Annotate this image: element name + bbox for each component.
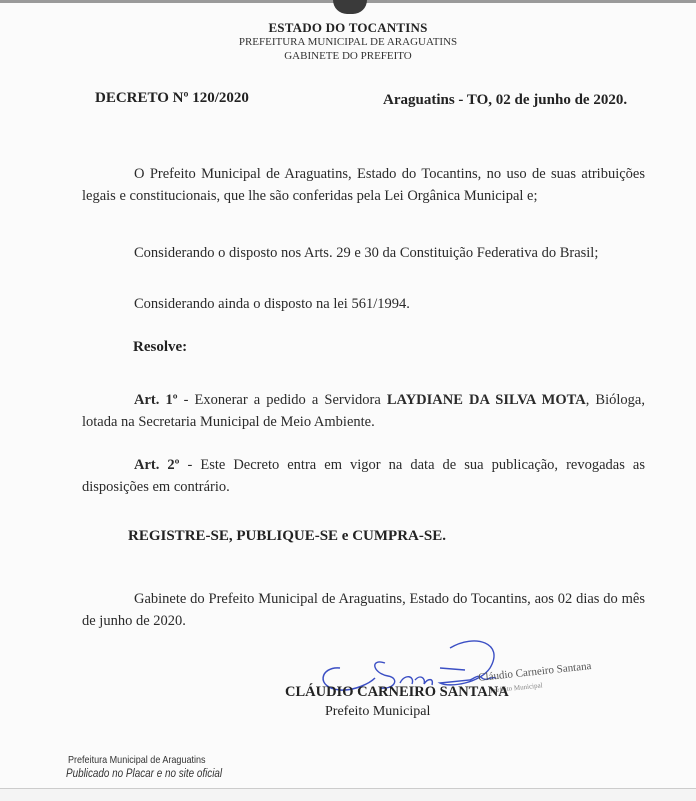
- article-2: [82, 454, 645, 498]
- signature-stamp-role: Prefeito Municipal: [489, 681, 543, 695]
- decree-number: DECRETO Nº 120/2020: [95, 90, 249, 106]
- considering-paragraph-1: Considerando o disposto nos Arts. 29 e 30 da Constituição Federativa do Brasil;: [134, 245, 599, 261]
- publication-stamp-line-1: Prefeitura Municipal de Araguatins: [68, 754, 206, 766]
- preamble-paragraph: O Prefeito Municipal de Araguatins, Estado do Tocantins, no uso de suas atribuições legais e constitucionais, que lhe são conferidas pela Lei Orgânica Municipal e;: [82, 166, 645, 204]
- page-bottom-edge: [0, 788, 696, 801]
- resolve-heading: Resolve:: [133, 339, 188, 355]
- article-1: [82, 389, 645, 433]
- signatory-name: CLÁUDIO CARNEIRO SANTANA: [285, 684, 509, 700]
- article-2-text: - Este Decreto entra em vigor na data de sua publicação, revogadas as disposições em contrário.: [82, 457, 645, 495]
- coat-of-arms-emblem: [333, 0, 367, 14]
- final-paragraph: Gabinete do Prefeito Municipal de Araguatins, Estado do Tocantins, aos 02 dias do mês de junho de 2020.: [82, 591, 645, 629]
- signatory-role: Prefeito Municipal: [325, 704, 431, 719]
- article-2-label: Art. 2º: [134, 457, 180, 473]
- article-1-text-end: , Bióloga, lotada na Secretaria Municipal de Meio Ambiente.: [82, 392, 645, 430]
- publication-stamp-line-2: Publicado no Placar e no site oficial: [66, 768, 223, 780]
- signature-stamp-name: Cláudio Carneiro Santana: [477, 660, 592, 684]
- closing-formula: REGISTRE-SE, PUBLIQUE-SE e CUMPRA-SE.: [128, 528, 446, 544]
- header-state: ESTADO DO TOCANTINS: [268, 20, 428, 35]
- article-1-label: Art. 1º: [134, 392, 178, 408]
- header-prefecture: PREFEITURA MUNICIPAL DE ARAGUATINS: [238, 36, 458, 48]
- considering-paragraph-2: Considerando ainda o disposto na lei 561/1994.: [134, 296, 410, 312]
- employee-name: LAYDIANE DA SILVA MOTA: [386, 392, 586, 408]
- decree-place-date: Araguatins - TO, 02 de junho de 2020.: [383, 92, 628, 108]
- header-office: GABINETE DO PREFEITO: [284, 50, 412, 62]
- article-1-text: - Exonerar a pedido a Servidora: [177, 392, 387, 408]
